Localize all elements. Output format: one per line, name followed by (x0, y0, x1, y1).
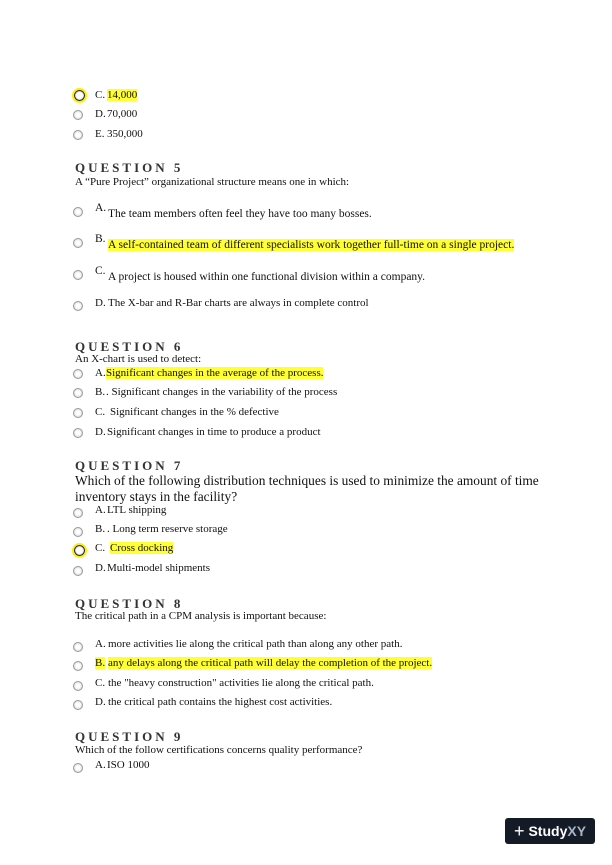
option-text: The team members often feel they have too many bosses. (108, 208, 372, 220)
radio-selected-icon[interactable] (74, 545, 85, 556)
question-6-title: QUESTION 6 (75, 339, 184, 354)
option-letter: D. (95, 696, 106, 708)
q5-option-d[interactable] (73, 297, 473, 313)
q7-option-a[interactable] (73, 504, 273, 520)
q6-option-d[interactable] (73, 426, 373, 442)
option-text: A project is housed within one functional division within a company. (108, 271, 426, 283)
q9-option-a[interactable] (73, 759, 273, 775)
question-5-title: QUESTION 5 (75, 160, 184, 175)
option-text: Significant changes in the % defective (110, 406, 279, 418)
q7-option-d[interactable] (73, 562, 273, 578)
q6-option-c[interactable] (73, 406, 373, 422)
option-letter: A. (95, 367, 106, 379)
option-letter: B. (95, 233, 106, 245)
option-letter: C. (95, 542, 106, 554)
radio-icon[interactable] (73, 566, 83, 576)
radio-selected-icon[interactable] (74, 90, 85, 101)
option-text: any delays along the critical path will delay the completion of the project. (108, 657, 433, 669)
option-letter: D. (95, 108, 106, 120)
radio-icon[interactable] (73, 270, 83, 280)
radio-icon[interactable] (73, 527, 83, 537)
radio-icon[interactable] (73, 408, 83, 418)
option-text: ISO 1000 (107, 759, 150, 771)
option-letter: C. (95, 89, 106, 101)
q5-option-a[interactable] (73, 202, 473, 221)
radio-icon[interactable] (73, 661, 83, 671)
option-text: A self-contained team of different specialists work together full-time on a single project. (108, 239, 515, 251)
question-9-text: Which of the follow certifications concerns quality performance? (75, 744, 363, 756)
option-letter: A. (95, 202, 107, 214)
radio-icon[interactable] (73, 388, 83, 398)
option-text: Multi-model shipments (107, 562, 210, 574)
option-text: Significant changes in time to produce a product (107, 426, 321, 438)
option-letter: E. (95, 128, 105, 140)
radio-icon[interactable] (73, 642, 83, 652)
q8-option-b[interactable] (73, 657, 453, 673)
question-8-title: QUESTION 8 (75, 596, 184, 611)
question-8-text: The critical path in a CPM analysis is important because: (75, 610, 327, 622)
radio-icon[interactable] (73, 207, 83, 217)
option-letter: C. (95, 406, 106, 418)
radio-icon[interactable] (73, 238, 83, 248)
option-text: LTL shipping (107, 504, 167, 516)
option-text: 14,000 (107, 89, 138, 101)
option-text: the "heavy construction" activities lie along the critical path. (108, 677, 374, 689)
option-text: 350,000 (107, 128, 143, 140)
option-letter: B. (95, 523, 106, 535)
radio-icon[interactable] (73, 110, 83, 120)
radio-icon[interactable] (73, 369, 83, 379)
q7-option-c[interactable] (73, 542, 273, 558)
option-letter: A. (95, 504, 106, 516)
question-9-title: QUESTION 9 (75, 729, 184, 744)
q8-option-d[interactable] (73, 696, 453, 712)
option-text: Significant changes in the average of the process. (106, 367, 324, 379)
option-letter: D. (95, 426, 106, 438)
option-text: The X-bar and R-Bar charts are always in complete control (108, 297, 369, 309)
option-text: more activities lie along the critical path than along any other path. (108, 638, 403, 650)
q4-option-d[interactable] (73, 108, 173, 124)
radio-icon[interactable] (73, 763, 83, 773)
q6-option-b[interactable] (73, 386, 373, 402)
option-letter: C. (95, 677, 106, 689)
option-text: the critical path contains the highest cost activities. (108, 696, 333, 708)
q5-option-c[interactable] (73, 265, 473, 284)
q6-option-a[interactable] (73, 367, 373, 383)
radio-icon[interactable] (73, 428, 83, 438)
option-text: Cross docking (110, 542, 174, 554)
radio-icon[interactable] (73, 681, 83, 691)
logo-prefix: Study (528, 823, 568, 839)
option-letter: B. (95, 657, 106, 669)
q8-option-c[interactable] (73, 677, 453, 693)
radio-icon[interactable] (73, 700, 83, 710)
question-5-text: A “Pure Project” organizational structure means one in which: (75, 176, 350, 188)
q4-option-c[interactable] (73, 89, 173, 105)
question-7-text: Which of the following distribution techniques is used to minimize the amount of time inventory stays in the facility? (75, 473, 539, 504)
radio-icon[interactable] (73, 301, 83, 311)
option-letter: A. (95, 638, 106, 650)
q7-option-b[interactable] (73, 523, 273, 539)
q4-option-e[interactable] (73, 128, 173, 144)
option-text: 70,000 (107, 108, 138, 120)
radio-icon[interactable] (73, 508, 83, 518)
studyxy-logo[interactable] (505, 818, 595, 844)
question-6-text: An X-chart is used to detect: (75, 353, 202, 365)
option-letter: A. (95, 759, 106, 771)
option-text: . Long term reserve storage (107, 523, 228, 535)
option-text: . Significant changes in the variability of the process (106, 386, 338, 398)
q5-option-b[interactable] (73, 233, 533, 252)
q8-option-a[interactable] (73, 638, 453, 654)
logo-suffix: XY (567, 823, 587, 839)
option-letter: D. (95, 297, 106, 309)
option-letter: C. (95, 265, 106, 277)
option-letter: D. (95, 562, 106, 574)
question-7-title: QUESTION 7 (75, 458, 184, 473)
option-letter: B. (95, 386, 106, 398)
plus-icon: + (513, 821, 525, 841)
radio-icon[interactable] (73, 130, 83, 140)
